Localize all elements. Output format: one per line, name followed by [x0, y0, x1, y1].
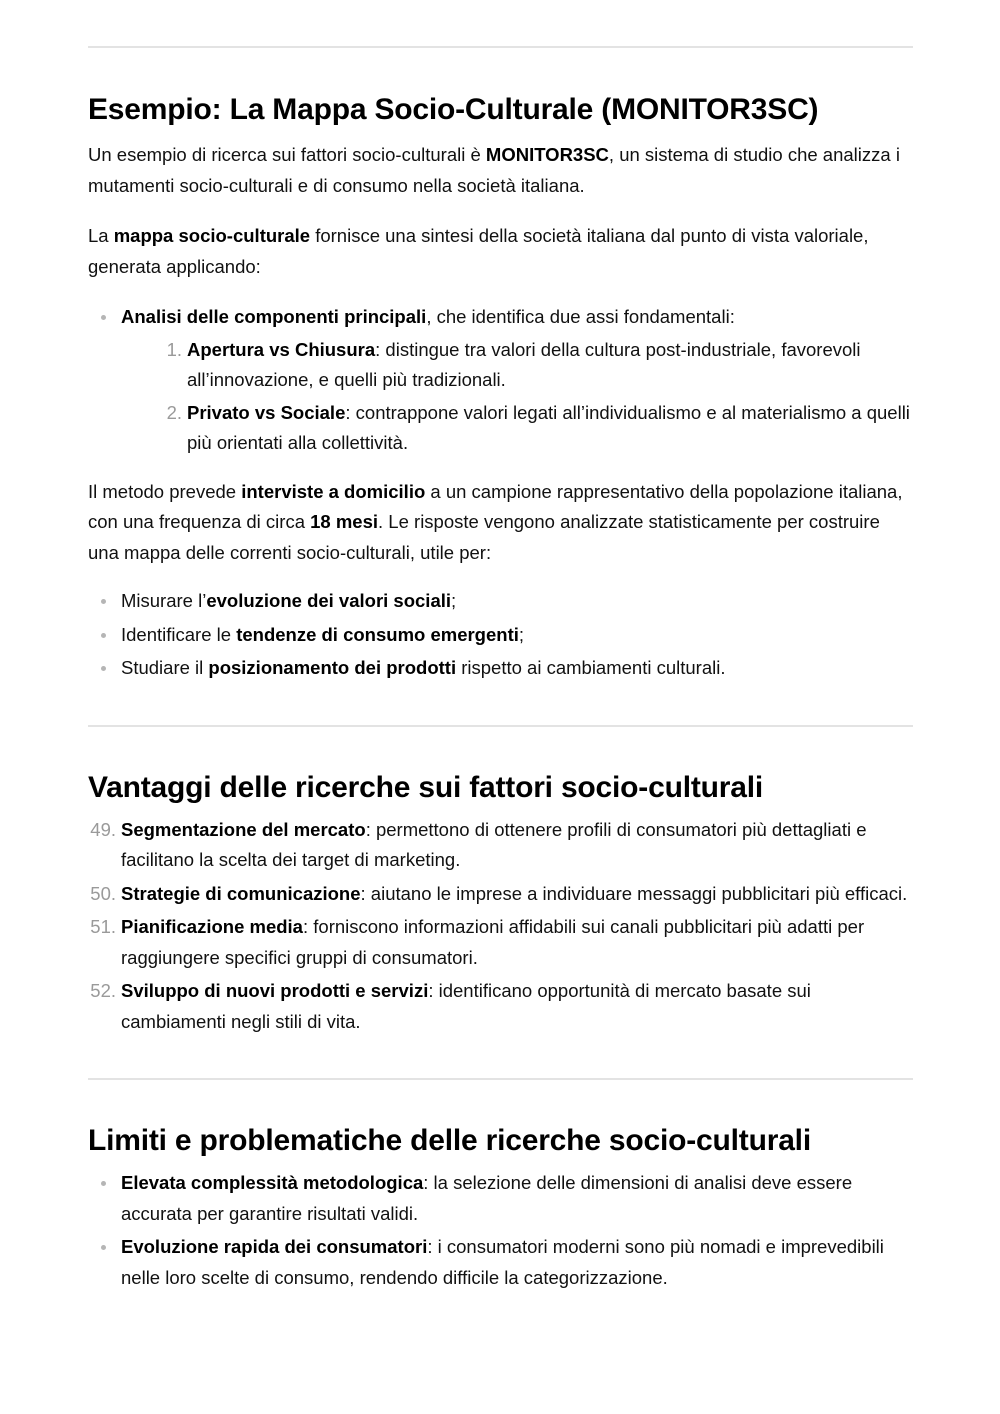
list-item: 49. Segmentazione del mercato: permettono di ottenere profili di consumatori più dettagliati e facilitano la scelta dei target di marketing. [88, 815, 913, 876]
section-limits [88, 1123, 913, 1293]
list-item: Studiare il posizionamento dei prodotti rispetto ai cambiamenti culturali. [88, 653, 913, 684]
paragraph-method: Il metodo prevede interviste a domicilio a un campione rappresentativo della popolazione italiana, con una frequenza di circa 18 mesi. Le risposte vengono analizzate statisticamente per costruire una mappa delle correnti socio-culturali, utile per: [88, 480, 903, 563]
section-advantages [88, 770, 913, 1038]
bullet-list [88, 302, 913, 459]
list-number: 51. [90, 916, 116, 937]
bullet-dot-icon [101, 599, 106, 604]
list-item: 52. Sviluppo di nuovi prodotti e servizi: identificano opportunità di mercato basate sui cambiamenti negli stili di vita. [88, 976, 913, 1037]
numbered-sublist [121, 335, 913, 459]
document-page [88, 0, 913, 1293]
list-item: Misurare l’evoluzione dei valori sociali; [88, 586, 913, 617]
section-heading: Limiti e problematiche delle ricerche socio-culturali [88, 1124, 811, 1157]
bullet-list [88, 586, 913, 684]
list-item: 1. Apertura vs Chiusura: distingue tra valori della cultura post-industriale, favorevoli all’innovazione, e quelli più tradizionali. [154, 335, 913, 396]
list-number: 50. [90, 882, 116, 904]
bullet-dot-icon [101, 1181, 106, 1186]
paragraph-intro: Un esempio di ricerca sui fattori socio-culturali è MONITOR3SC, un sistema di studio che analizza i mutamenti socio-culturali e di consumo nella società italiana. [88, 144, 900, 196]
numbered-list [88, 815, 913, 1038]
list-number: 49. [90, 818, 116, 840]
divider [88, 1078, 913, 1080]
list-item: 51. Pianificazione media: forniscono informazioni affidabili sui canali pubblicitari più adatti per raggiungere specifici gruppi di consumatori. [88, 912, 913, 973]
bullet-dot-icon [101, 633, 106, 638]
bullet-list [88, 1168, 913, 1293]
list-item: Identificare le tendenze di consumo emergenti; [88, 620, 913, 651]
list-item: 2. Privato vs Sociale: contrappone valori legati all’individualismo e al materialismo a quelli più orientati alla collettività. [154, 398, 913, 459]
paragraph-map: La mappa socio-culturale fornisce una sintesi della società italiana dal punto di vista valoriale, generata applicando: [88, 225, 869, 277]
list-number: 1. [166, 338, 182, 360]
list-item: 50. Strategie di comunicazione: aiutano le imprese a individuare messaggi pubblicitari più efficaci. [88, 879, 913, 910]
section-monitor3sc [88, 92, 913, 684]
list-item: Elevata complessità metodologica: la selezione delle dimensioni di analisi deve essere accurata per garantire risultati validi. [88, 1168, 913, 1229]
list-number: 52. [90, 980, 116, 1001]
bullet-dot-icon [101, 666, 106, 671]
list-item: Analisi delle componenti principali, che identifica due assi fondamentali: 1. Apertura vs Chiusura: distingue tra valori della cultura post-industriale, favorevoli all’innovazione, e quelli più tradizionali. 2. Privato vs Sociale: contrappone valori legati all’individualismo e al materialismo a quelli più orientati alla collettività. [88, 302, 913, 459]
bullet-dot-icon [101, 315, 106, 320]
section-heading: Esempio: La Mappa Socio-Culturale (MONITOR3SC) [88, 93, 819, 126]
divider [88, 46, 913, 48]
list-number: 2. [166, 401, 182, 423]
section-heading: Vantaggi delle ricerche sui fattori socio-culturali [88, 770, 763, 804]
bullet-dot-icon [101, 1245, 106, 1250]
list-item: Evoluzione rapida dei consumatori: i consumatori moderni sono più nomadi e imprevedibili nelle loro scelte di consumo, rendendo difficile la categorizzazione. [88, 1232, 913, 1293]
divider [88, 725, 913, 727]
